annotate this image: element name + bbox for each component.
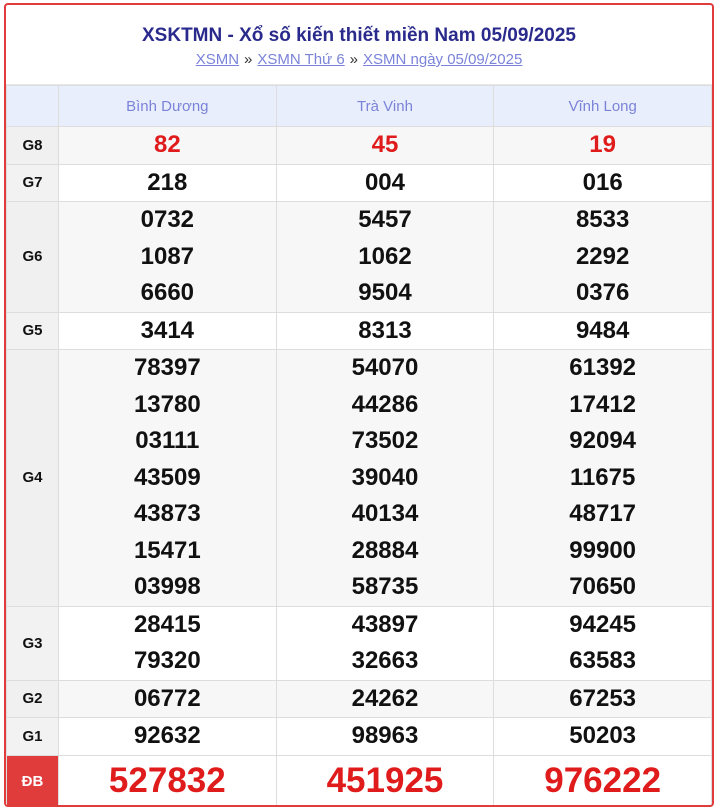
prize-number: 03998 — [133, 573, 201, 600]
prize-row-g3 — [7, 606, 712, 680]
prize-number: 70650 — [569, 573, 637, 600]
prize-label: G2 — [7, 680, 59, 718]
prize-cell — [494, 680, 712, 718]
prize-cell — [276, 680, 494, 718]
prize-number: 98963 — [351, 722, 419, 749]
prize-cell — [494, 127, 712, 165]
prize-number: 8533 — [575, 206, 630, 233]
prize-row-g5 — [7, 312, 712, 350]
prize-cell — [276, 606, 494, 680]
prize-number: 0732 — [140, 206, 195, 233]
prize-number: 78397 — [133, 354, 201, 381]
prize-number: 45 — [371, 131, 399, 158]
prize-number: 94245 — [569, 610, 637, 638]
prize-row-db — [7, 755, 712, 807]
prize-cell — [59, 164, 277, 202]
prize-number: 44286 — [351, 390, 419, 418]
results-panel — [4, 3, 714, 807]
province-header-binh-duong[interactable]: Bình Dương — [59, 86, 277, 127]
prize-cell — [59, 755, 277, 807]
prize-number: 54070 — [351, 354, 419, 381]
prize-number: 03111 — [135, 427, 200, 454]
prize-label: G6 — [7, 202, 59, 313]
prize-number: 17412 — [569, 390, 637, 418]
prize-cell — [276, 350, 494, 607]
prize-number: 28884 — [351, 536, 419, 564]
prize-number: 99900 — [569, 536, 637, 564]
province-header-vinh-long[interactable]: Vĩnh Long — [494, 86, 712, 127]
prize-number: 58735 — [351, 573, 419, 600]
prize-number: 0376 — [575, 279, 630, 306]
prize-number: 43897 — [351, 610, 419, 638]
page-title: XSKTMN - Xổ số kiến thiết miền Nam 05/09/2025 — [142, 25, 576, 46]
prize-cell — [59, 680, 277, 718]
prize-cell — [494, 718, 712, 756]
breadcrumb — [6, 51, 712, 69]
prize-row-g4 — [7, 350, 712, 607]
prize-cell — [276, 718, 494, 756]
prize-number: 1087 — [140, 242, 195, 270]
prize-cell — [276, 202, 494, 313]
prize-cell — [59, 718, 277, 756]
prize-number: 61392 — [569, 354, 637, 381]
prize-number: 63583 — [569, 647, 637, 674]
special-prize-number: 451925 — [326, 761, 444, 800]
prize-number: 43509 — [133, 463, 201, 491]
prize-number: 5457 — [358, 206, 412, 233]
prize-number: 9504 — [358, 279, 412, 306]
prize-number: 016 — [582, 168, 623, 196]
breadcrumb-separator: » — [349, 51, 359, 68]
prize-cell — [494, 164, 712, 202]
prize-cell — [276, 164, 494, 202]
prize-label: G8 — [7, 127, 59, 165]
prize-cell — [494, 350, 712, 607]
prize-row-g7 — [7, 164, 712, 202]
prize-label: G1 — [7, 718, 59, 756]
prize-number: 06772 — [133, 684, 201, 712]
prize-number: 67253 — [569, 684, 637, 712]
prize-label: G5 — [7, 312, 59, 350]
breadcrumb-link-xsmn[interactable]: XSMN — [195, 51, 240, 68]
prize-cell — [494, 606, 712, 680]
prize-number: 92632 — [133, 722, 201, 749]
prize-cell — [59, 350, 277, 607]
prize-cell — [59, 312, 277, 350]
prize-number: 218 — [147, 168, 188, 196]
results-header — [6, 5, 712, 85]
prize-label: G3 — [7, 606, 59, 680]
prize-number: 40134 — [351, 500, 419, 527]
special-prize-number: 976222 — [544, 761, 662, 800]
prize-cell — [59, 127, 277, 165]
prize-cell — [494, 312, 712, 350]
prize-number: 8313 — [358, 316, 412, 344]
prize-number: 19 — [589, 131, 616, 158]
prize-cell — [276, 127, 494, 165]
prize-cell — [276, 755, 494, 807]
prize-number: 73502 — [351, 427, 419, 454]
prize-number: 6660 — [140, 279, 195, 306]
special-prize-number: 527832 — [108, 761, 226, 800]
prize-number: 004 — [364, 168, 405, 196]
prize-number: 92094 — [569, 427, 637, 454]
results-table — [6, 85, 712, 807]
prize-number: 11675 — [569, 463, 636, 491]
prize-number: 24262 — [351, 684, 419, 712]
prize-number: 43873 — [133, 500, 201, 527]
province-header-row — [7, 86, 712, 127]
prize-number: 32663 — [351, 647, 419, 674]
prize-number: 9484 — [575, 316, 630, 344]
prize-number: 50203 — [569, 722, 637, 749]
breadcrumb-link-xsmn-date[interactable]: XSMN ngày 05/09/2025 — [363, 51, 523, 68]
prize-number: 28415 — [133, 610, 201, 638]
prize-cell — [494, 755, 712, 807]
prize-cell — [494, 202, 712, 313]
prize-number: 39040 — [351, 463, 419, 491]
prize-label: ĐB — [7, 755, 59, 807]
prize-cell — [59, 202, 277, 313]
prize-cell — [59, 606, 277, 680]
prize-row-g2 — [7, 680, 712, 718]
prize-label: G7 — [7, 164, 59, 202]
prize-number: 15471 — [133, 536, 201, 564]
prize-number: 13780 — [133, 390, 201, 418]
prize-number: 2292 — [575, 242, 630, 270]
breadcrumb-separator: » — [244, 51, 253, 68]
prize-number: 79320 — [133, 647, 201, 674]
header-corner — [7, 86, 59, 127]
prize-cell — [276, 312, 494, 350]
prize-number: 82 — [153, 131, 181, 158]
prize-number: 1062 — [358, 242, 412, 270]
prize-row-g8 — [7, 127, 712, 165]
prize-row-g6 — [7, 202, 712, 313]
breadcrumb-link-xsmn-thu-6[interactable]: XSMN Thứ 6 — [257, 51, 345, 68]
province-header-tra-vinh[interactable]: Trà Vinh — [276, 86, 494, 127]
prize-row-g1 — [7, 718, 712, 756]
prize-label: G4 — [7, 350, 59, 607]
prize-number: 3414 — [140, 316, 195, 344]
prize-number: 48717 — [569, 500, 637, 527]
